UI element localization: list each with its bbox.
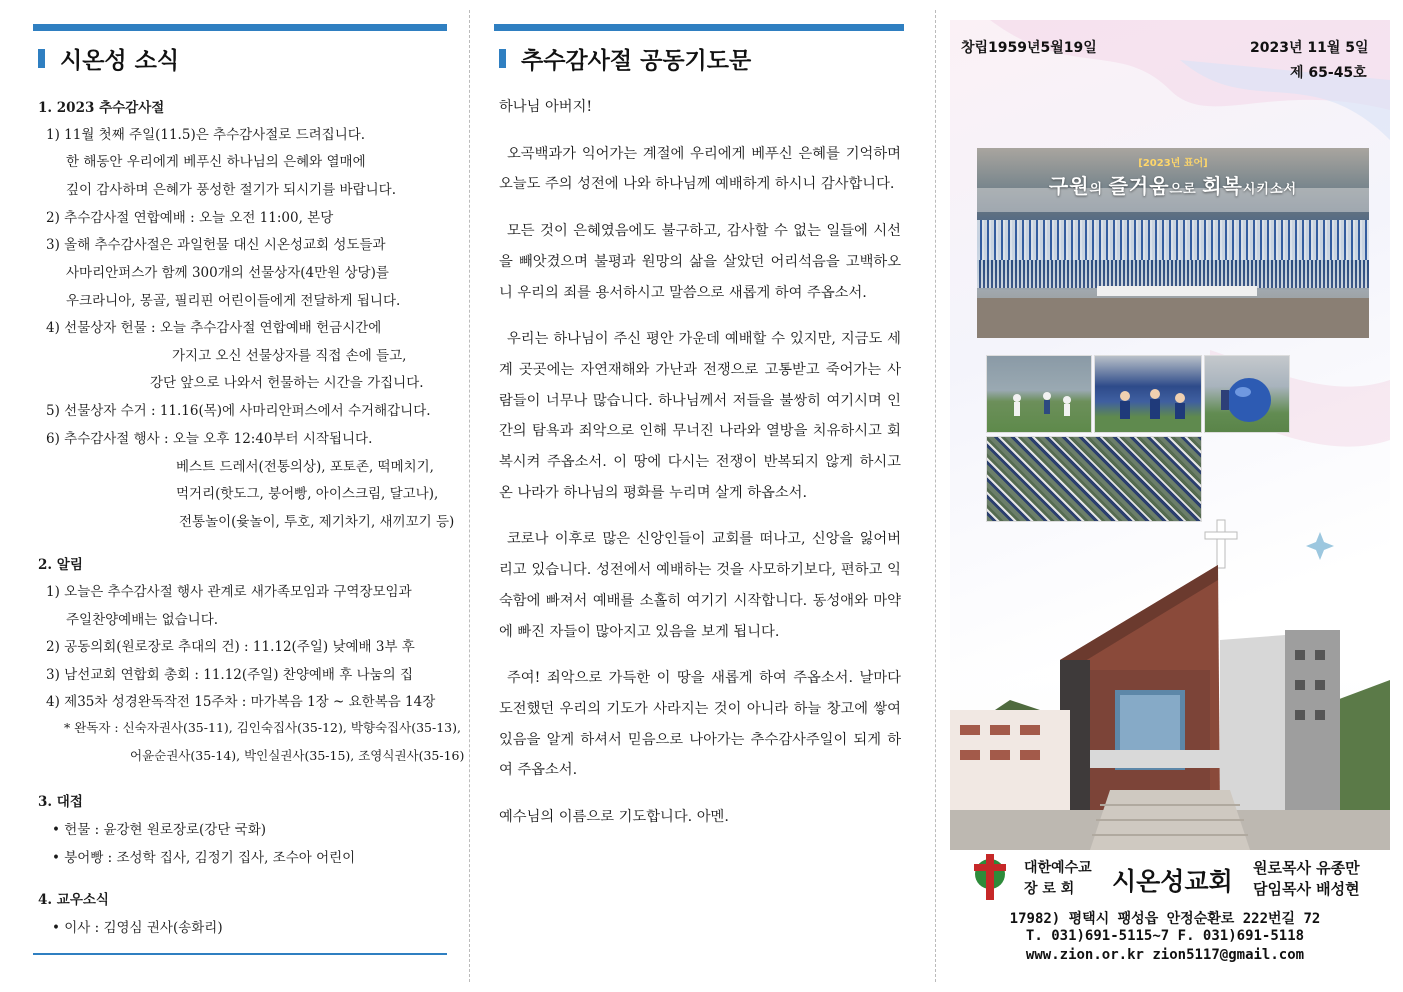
news-line: 깊이 감사하며 은혜가 풍성한 절기가 되시기를 바랍니다. [66, 182, 396, 198]
church-cross-logo-icon [968, 852, 1012, 902]
news-line: 가지고 오신 선물상자를 직접 손에 들고, [172, 348, 407, 364]
church-building-photo [950, 510, 1390, 850]
prayer-heading [499, 42, 751, 75]
banner-word: 구원 [1048, 174, 1090, 198]
section-title: 1. 2023 추수감사절 [38, 100, 165, 116]
news-line: 베스트 드레서(전통의상), 포토존, 떡메치기, [176, 459, 434, 475]
section-title: 2. 알림 [38, 557, 83, 573]
denomination-line-1: 대한예수교 [1024, 860, 1092, 876]
news-heading [38, 42, 179, 75]
prayer-paragraph: 예수님의 이름으로 기도합니다. 아멘. [499, 809, 729, 826]
news-line: • 헌물 : 윤강현 원로장로(강단 국화) [52, 822, 267, 838]
event-photo-running [986, 355, 1092, 433]
news-line: • 이사 : 김영심 권사(송화리) [52, 920, 223, 936]
prayer-paragraph: 하나님 아버지! [499, 99, 593, 115]
issue-number: 제 65-45호 [1290, 65, 1367, 81]
news-line: 사마리안퍼스가 함께 300개의 선물상자(4만원 상당)를 [66, 265, 389, 281]
prayer-paragraph: 모든 것이 은혜였음에도 불구하고, 감사할 수 없는 일들에 시선을 빼앗겼으며 불평과 원망의 삶을 살았던 어리석음을 고백하오니 우리의 죄를 용서하시고 말씀으로 새롭게 하여 주옵소서. [499, 223, 901, 301]
event-photo-kids [1094, 355, 1202, 433]
news-line: 2) 추수감사절 연합예배 : 오늘 오전 11:00, 본당 [46, 210, 334, 226]
news-line: * 완독자 : 신숙자권사(35-11), 김인숙집사(35-12), 박향숙집사(35-13), [64, 720, 461, 735]
news-line: 강단 앞으로 나와서 헌물하는 시간을 가집니다. [150, 375, 424, 391]
senior-pastor: 담임목사 배성현 [1253, 880, 1360, 898]
news-heading-text: 시온성 소식 [60, 48, 180, 74]
church-address: 17982) 평택시 팽성읍 안정순환로 222번길 72 [1009, 911, 1321, 927]
banner-word: 회복 [1202, 174, 1243, 198]
news-line: 1) 오늘은 추수감사절 행사 관계로 새가족모임과 구역장모임과 [46, 584, 412, 600]
news-line: 어윤순권사(35-14), 박인실권사(35-15), 조영식권사(35-16) [130, 748, 465, 763]
news-line: 4) 제35차 성경완독작전 15주차 : 마가복음 1장 ~ 요한복음 14장 [46, 694, 436, 710]
news-line: 한 해동안 우리에게 베푸신 하나님의 은혜와 열매에 [66, 154, 366, 170]
top-bar-middle [494, 24, 904, 31]
banner-tag: [2023년 표어] [1138, 158, 1208, 169]
news-line: 우크라니아, 몽골, 필리핀 어린이들에게 전달하게 됩니다. [66, 293, 401, 309]
news-line: 1) 11월 첫째 주일(11.5)은 추수감사절로 드려집니다. [46, 127, 366, 143]
news-line: 3) 남선교회 연합회 총회 : 11.12(주일) 찬양예배 후 나눔의 집 [46, 667, 414, 683]
banner-title [977, 170, 1369, 199]
prayer-heading-text: 추수감사절 공동기도문 [521, 48, 752, 74]
banner-word: 의 [1089, 182, 1109, 197]
news-line: 2) 공동의회(원로장로 추대의 건) : 11.12(주일) 낮예배 3부 후 [46, 639, 415, 655]
prayer-paragraph: 주여! 죄악으로 가득한 이 땅을 새롭게 하여 주옵소서. 날마다 도전했던 우리의 기도가 사라지는 것이 아니라 하늘 창고에 쌓여 있음을 알게 하셔서 믿음으로 나아가는 추수감사주일이 되게 하여 주옵소서. [499, 670, 901, 779]
church-web-email: www.zion.or.kr zion5117@gmail.com [1025, 947, 1305, 963]
heading-marker [38, 49, 45, 68]
news-line: 3) 올해 추수감사절은 과일헌물 대신 시온성교회 성도들과 [46, 237, 386, 253]
divider-1 [469, 10, 470, 982]
news-line: 5) 선물상자 수거 : 11.16(목)에 사마리안퍼스에서 수거해갑니다. [46, 403, 431, 419]
heading-marker [499, 49, 506, 68]
prayer-paragraph: 우리는 하나님이 주신 평안 가운데 예배할 수 있지만, 지금도 세계 곳곳에는 자연재해와 가난과 전쟁으로 고통받고 죽어가는 사람들이 너무나 많습니다. 하나님께서 저들을 불쌍히 여기시며 인간의 탐욕과 죄악으로 인해 무너진 나라와 열방을 치유하시고 회복시켜 주옵소서. 이 땅에 다시는 전쟁이 반복되지 않게 하시고 온 나라가 하나님의 평화를 누리며 살게 하옵소서. [499, 331, 901, 501]
section-title: 4. 교우소식 [38, 892, 109, 908]
prayer-paragraph: 오곡백과가 익어가는 계절에 우리에게 베푸신 은혜를 기억하며 오늘도 주의 성전에 나와 하나님께 예배하게 하시니 감사합니다. [499, 145, 901, 193]
prayer-body [499, 92, 901, 833]
news-line: 4) 선물상자 헌물 : 오늘 추수감사절 연합예배 헌금시간에 [46, 320, 382, 336]
bottom-bar-left [33, 953, 447, 955]
banner-word: 즐거움 [1108, 174, 1170, 198]
news-line: 주일찬양예배는 없습니다. [66, 612, 219, 628]
top-bar-left [33, 24, 447, 31]
divider-2 [935, 10, 936, 982]
banner-word: 시키소서 [1242, 182, 1298, 197]
church-name: 시온성교회 [1112, 867, 1233, 896]
prayer-paragraph: 코로나 이후로 많은 신앙인들이 교회를 떠나고, 신앙을 잃어버리고 있습니다. 성전에서 예배하는 것을 사모하기보다, 편하고 익숙함에 빠져서 예배를 소홀히 여기기 시작합니다. 동성애와 마약에 빠진 자들이 많아지고 있음을 보게 됩니다. [499, 531, 901, 640]
news-line: 6) 추수감사절 행사 : 오늘 오후 12:40부터 시작됩니다. [46, 431, 373, 447]
news-line: 전통놀이(윷놀이, 투호, 제기차기, 새끼꼬기 등) [179, 514, 455, 530]
founded-date: 창립1959년5월19일 [961, 40, 1097, 56]
news-line: 먹거리(핫도그, 붕어빵, 아이스크림, 달고나), [176, 486, 439, 502]
event-photo-ball [1204, 355, 1290, 433]
emeritus-pastor: 원로목사 유종만 [1253, 859, 1360, 877]
bulletin-date: 2023년 11월 5일 [1250, 40, 1369, 56]
news-line: • 붕어빵 : 조성학 집사, 김정기 집사, 조수아 어린이 [52, 850, 356, 866]
banner-word: 으로 [1169, 182, 1203, 197]
denomination-line-2: 장 로 회 [1024, 881, 1075, 897]
section-title: 3. 대접 [38, 794, 83, 810]
church-phone: T. 031)691-5115~7 F. 031)691-5118 [1025, 928, 1305, 944]
motto-banner-photo [977, 148, 1369, 338]
